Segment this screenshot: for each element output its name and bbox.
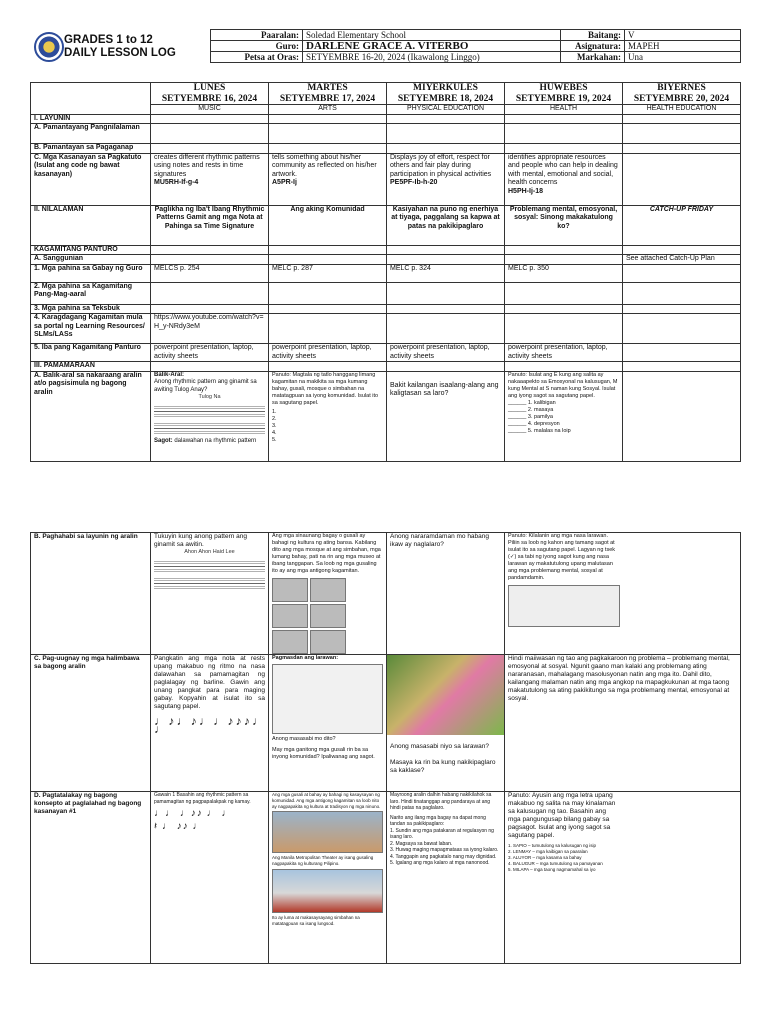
baitang-label: Baitang:	[561, 30, 625, 41]
row-pamantayang-pangnilalaman: A. Pamantayang Pangnilalaman	[31, 124, 151, 144]
children-playing-photo	[387, 655, 504, 735]
building-photo	[272, 604, 308, 628]
balik-aral-mon: Balik-Aral: Anong rhythmic pattern ang ginamit sa awiting Tulog Anay? Tulog Na Sagot: dalawahan na rhythmic pattern	[151, 371, 269, 461]
baitang-value: V	[625, 30, 741, 41]
document-title	[64, 34, 176, 60]
row-gabay-ng-guro: 1. Mga pahina sa Gabay ng Guro	[31, 264, 151, 282]
balik-thu-item: ______ 1. kalibigan	[508, 399, 556, 406]
nilalaman-fri: CATCH-UP FRIDAY	[623, 205, 741, 245]
church-photo	[272, 869, 383, 913]
music-staff-image	[154, 559, 265, 573]
pag-uugnay-mon: Pangkatin ang mga nota at rests upang makabuo ng ritmo na nasa dalawahan sa pamamagitan ng paglalagay ng barline. Gawin ang unang pangkat para para maging gabay. Kopyahin at isulat ito sa sagutang papel. ♩♪♩♪♩♩♪♪♪♩ ♩	[151, 655, 269, 792]
markahan-value: Una	[625, 52, 741, 63]
theater-photo	[272, 811, 383, 853]
pagtatalakay-wed: Mayroong aralin dalhin habang nakikilahok sa laro. Hindi tinatanggap ang pandaraya at ang hindi patas na paglalaro. Narito ang ilang mga bagay na dapat mong tandan sa pakikipaglaro: 1. Sundin ang mga patakaran at regulasyon ng isang laro. 2. Magsaya sa bawat laban. 3. Huwag maging mapagmataas sa iyong kalaro. 4. Tanggapin ang pagkatalo nang may dignidad. 5. Igalang ang mga kalaro at mga nanonood.	[387, 792, 505, 964]
gabay-wed: MELC p. 324	[387, 264, 505, 282]
paaralan-value: Soledad Elementary School	[303, 30, 561, 41]
row-pagtatalakay: D. Pagtatalakay ng bagong konsepto at paglalahad ng bagong kasanayan #1	[31, 792, 151, 964]
subject-wed: PHYSICAL EDUCATION	[387, 105, 505, 115]
page-2	[0, 530, 768, 960]
row-kagamitang-panturo: KAGAMITANG PANTURO	[31, 245, 151, 255]
title-line-2: DAILY LESSON LOG	[64, 47, 176, 59]
row-balik-aral: A. Balik-aral sa nakaraang aralin at/o pagsisimula ng bagong aralin	[31, 371, 151, 461]
pagtatalakay-tue: Ang mga gusali at bahay ay bahagi ng kasaysayan ng komunidad. Ang mga antigong kagamitan sa loob nito ay nagpapakita ng kultura at tradisyon ng mga ninuno. Ang Manila Metropolitan Theater ay isang gusaling nagpapakita ng kulturang Pilipino. Ito ay luma at makasaysayang simbahan na matatagpuan sa isang lungsod.	[269, 792, 387, 964]
lesson-log-table-continued	[30, 532, 741, 964]
nilalaman-thu: Problemang mental, emosyonal, sosyal: Sinong makakatulong ko?	[505, 205, 623, 245]
row-portal: 4. Karagdagang Kagamitan mula sa portal ng Learning Resources/ SLMs/LASs	[31, 314, 151, 344]
subject-fri: HEALTH EDUCATION	[623, 105, 741, 115]
row-nilalaman: II. NILALAMAN	[31, 205, 151, 245]
iba-mon: powerpoint presentation, laptop, activity sheets	[151, 344, 269, 362]
gabay-mon: MELCS p. 254	[151, 264, 269, 282]
building-photo	[310, 630, 346, 654]
rhythm-notes-1: ♩♩ ♩♪♪ ♩ ♩	[154, 808, 233, 819]
subject-mon: MUSIC	[151, 105, 269, 115]
nilalaman-wed: Kasiyahan na puno ng enerhiya at tiyaga, paggalang sa kapwa at patas na pakikipaglaro	[387, 205, 505, 245]
building-photo	[272, 630, 308, 654]
pag-uugnay-thu: Hindi maiiwasan ng tao ang pagkakaroon ng problema – problemang mental, emosyonal at sosyal. Ngunit gaano man kalaki ang problemang ating nararanasan, mahalagang masolusyonan natin ang mga ito. Dahil dito, kailangang malaman natin ang mga angkop na mapagkukunan at mga taong makatutulong sa ating pakikitungo sa mga problemang mental, emosyonal at sosyal.	[505, 655, 741, 792]
day-header-wed: MIYERKULES SETYEMBRE 18, 2024	[387, 83, 505, 105]
pag-uugnay-wed: Anong masasabi niyo sa larawan? Masaya ka rin ba kung nakikipaglaro sa kaklase?	[387, 655, 505, 792]
balik-aral-wed: Bakit kailangan isaalang-alang ang kaligtasan sa laro?	[387, 371, 505, 461]
row-iba-pang-kagamitan: 5. Iba pang Kagamitang Panturo	[31, 344, 151, 362]
deped-seal-icon	[34, 32, 64, 62]
iba-tue: powerpoint presentation, laptop, activity sheets	[269, 344, 387, 362]
row-pamamaraan: III. PAMAMARAAN	[31, 362, 151, 372]
music-staff-image-2	[154, 576, 265, 590]
petsa-value: SETYEMBRE 16-20, 2024 (Ikawalong Linggo)	[303, 52, 561, 63]
helpers-illustration	[508, 585, 620, 627]
kasanayan-tue: tells something about his/her community as reflected on his/her artwork. A5PR-Ij	[269, 153, 387, 205]
kasanayan-thu: identifies appropriate resources and people who can help in dealing with mental, emotional and social, health concerns H5PH-Ij-18	[505, 153, 623, 205]
paghahabi-mon: Tukuyin kung anong pattern ang ginamit sa awitin. Ahon Ahon Haid Lee	[151, 533, 269, 655]
gabay-thu: MELC p. 350	[505, 264, 623, 282]
pagtatalakay-mon: Gawain 1 Basahin ang rhythmic pattern sa pamamagitan ng pagpapalakpak ng kamay. ♩♩ ♩♪♪ ♩ ♩ 𝄽 ♩ ♪♪ ♩	[151, 792, 269, 964]
day-header-thu: HUWEBES SETYEMBRE 19, 2024	[505, 83, 623, 105]
row-pamantayan-sa-pagaganap: B. Pamantayan sa Pagaganap	[31, 144, 151, 154]
page-1	[0, 0, 768, 470]
header-info-table	[210, 29, 741, 63]
row-teksbuk: 3. Mga pahina sa Teksbuk	[31, 304, 151, 314]
sanggunian-fri: See attached Catch-Up Plan	[623, 255, 741, 265]
rhythm-notes-2: 𝄽 ♩ ♪♪ ♩	[154, 820, 204, 832]
row-layunin: I. LAYUNIN	[31, 114, 151, 124]
pagtatalakay-thu: Panuto: Ayusin ang mga letra upang makabuo ng salita na may kinalaman sa kalusugan ng tao. Basahin ang mga pangungusap bilang gabay sa pagsagot. Isulat ang iyong sagot sa sagutang papel. 1. SAPIO – tumutulong sa kalusugan ng isip 2. LENMAY – mga kaibigan sa paaralan 3. ALUYOR – mga kasama sa bahay 4. BALUGUR – mga tumutulong sa pamayanan 5. MILAPA – mga taong nagmamahal sa iyo	[505, 792, 741, 964]
iba-thu: powerpoint presentation, laptop, activity sheets	[505, 344, 623, 362]
row-kagamitang-mag-aaral: 2. Mga pahina sa Kagamitang Pang-Mag-aaral	[31, 282, 151, 304]
balik-thu-item: ______ 2. masaya	[508, 406, 554, 413]
kasanayan-mon: creates different rhythmic patterns using notes and rests in time signatures MU5RH-If-g-4	[151, 153, 269, 205]
row-pag-uugnay: C. Pag-uugnay ng mga halimbawa sa bagong aralin	[31, 655, 151, 792]
lesson-log-table	[30, 82, 741, 462]
rhythm-notes: ♩♪♩♪♩♩♪♪♪♩ ♩	[154, 714, 265, 736]
guro-value: DARLENE GRACE A. VITERBO	[303, 41, 561, 52]
paaralan-label: Paaralan:	[211, 30, 303, 41]
day-header-tue: MARTES SETYEMBRE 17, 2024	[269, 83, 387, 105]
pag-uugnay-tue: Pagmasdan ang larawan: Anong masasabi mo dito? May mga ganitong mga gusali rin ba sa inyong komunidad? Ipaliwanag ang sagot.	[269, 655, 387, 792]
gabay-tue: MELC p. 287	[269, 264, 387, 282]
music-staff-image	[154, 404, 265, 418]
asignatura-value: MAPEH	[625, 41, 741, 52]
building-photo	[272, 578, 308, 602]
balik-thu-item: ______ 5. malalas na loip	[508, 427, 571, 434]
community-drawing	[272, 664, 383, 734]
guro-label: Guro:	[211, 41, 303, 52]
building-photo	[310, 604, 346, 628]
balik-aral-tue: Panuto: Magtala ng tatlo hanggang limang kagamitan na makikita sa mga kumang bahay, gusali, mosque o simbahan na matatagpuan sa iyong komunidad. Isulat ito sa sagutang papel. 1. 2. 3. 4. 5.	[269, 371, 387, 461]
paghahabi-thu: Panuto: Kilalanin ang mga nasa larawan. Piliin sa loob ng kahon ang tamang sagot at isulat ito sa sagutang papel. Lagyan ng tsek (✓) sa tabi ng iyong sagot kung ang nasa larawan ay makatutulong upang malutasan ang mga problemang mental, sosyal at pandamdamin.	[505, 533, 741, 655]
markahan-label: Markahan:	[561, 52, 625, 63]
portal-link-mon[interactable]: https://www.youtube.com/watch?v=H_y-NRdy3eM	[151, 314, 269, 344]
building-photo	[310, 578, 346, 602]
row-kasanayan: C. Mga Kasanayan sa Pagkatuto (Isulat ang code ng bawat kasanayan)	[31, 153, 151, 205]
row-paghahabi: B. Paghahabi sa layunin ng aralin	[31, 533, 151, 655]
row-sanggunian: A. Sanggunian	[31, 255, 151, 265]
asignatura-label: Asignatura:	[561, 41, 625, 52]
kasanayan-wed: Displays joy of effort, respect for others and fair play during participation in physical activities PE5PF-Ib-h-20	[387, 153, 505, 205]
music-staff-image-2	[154, 421, 265, 435]
nilalaman-tue: Ang aking Komunidad	[269, 205, 387, 245]
subject-thu: HEALTH	[505, 105, 623, 115]
nilalaman-mon: Paglikha ng Iba't Ibang Rhythmic Patterns Gamit ang mga Nota at Pahinga sa Time Signature	[151, 205, 269, 245]
day-header-mon: LUNES SETYEMBRE 16, 2024	[151, 83, 269, 105]
day-header-fri: BIYERNES SETYEMBRE 20, 2024	[623, 83, 741, 105]
balik-thu-item: ______ 3. pamilya	[508, 413, 553, 420]
subject-tue: ARTS	[269, 105, 387, 115]
corner-cell	[31, 83, 151, 115]
paghahabi-tue: Ang mga sinaunang bagay o gusali ay bahagi ng kultura ng ating bansa. Kabilang dito ang mga mosque at ang simbahan, mga lumang bahay, pati na rin ang mga museo at ibang tanggapan. Sa loob ng mga gusaling ito ay ang mga antigong kagamitan.	[269, 533, 387, 655]
title-line-1: GRADES 1 to 12	[64, 34, 153, 46]
paghahabi-wed: Anong nararamdaman mo habang ikaw ay naglalaro?	[387, 533, 505, 655]
balik-aral-thu: Panuto: Isulat ang E kung ang salita ay nakaaapekto sa Emosyonal na kalusugan, M kung Mental at S naman kung Sosyal. Isulat ang iyong sagot sa sagutang papel. ______ 1. kalibigan ______ 2. masaya ______ 3. pamilya ______ 4. depresyon ______ 5. malalas na loip	[505, 371, 623, 461]
balik-thu-item: ______ 4. depresyon	[508, 420, 560, 427]
petsa-label: Petsa at Oras:	[211, 52, 303, 63]
iba-wed: powerpoint presentation, laptop, activity sheets	[387, 344, 505, 362]
